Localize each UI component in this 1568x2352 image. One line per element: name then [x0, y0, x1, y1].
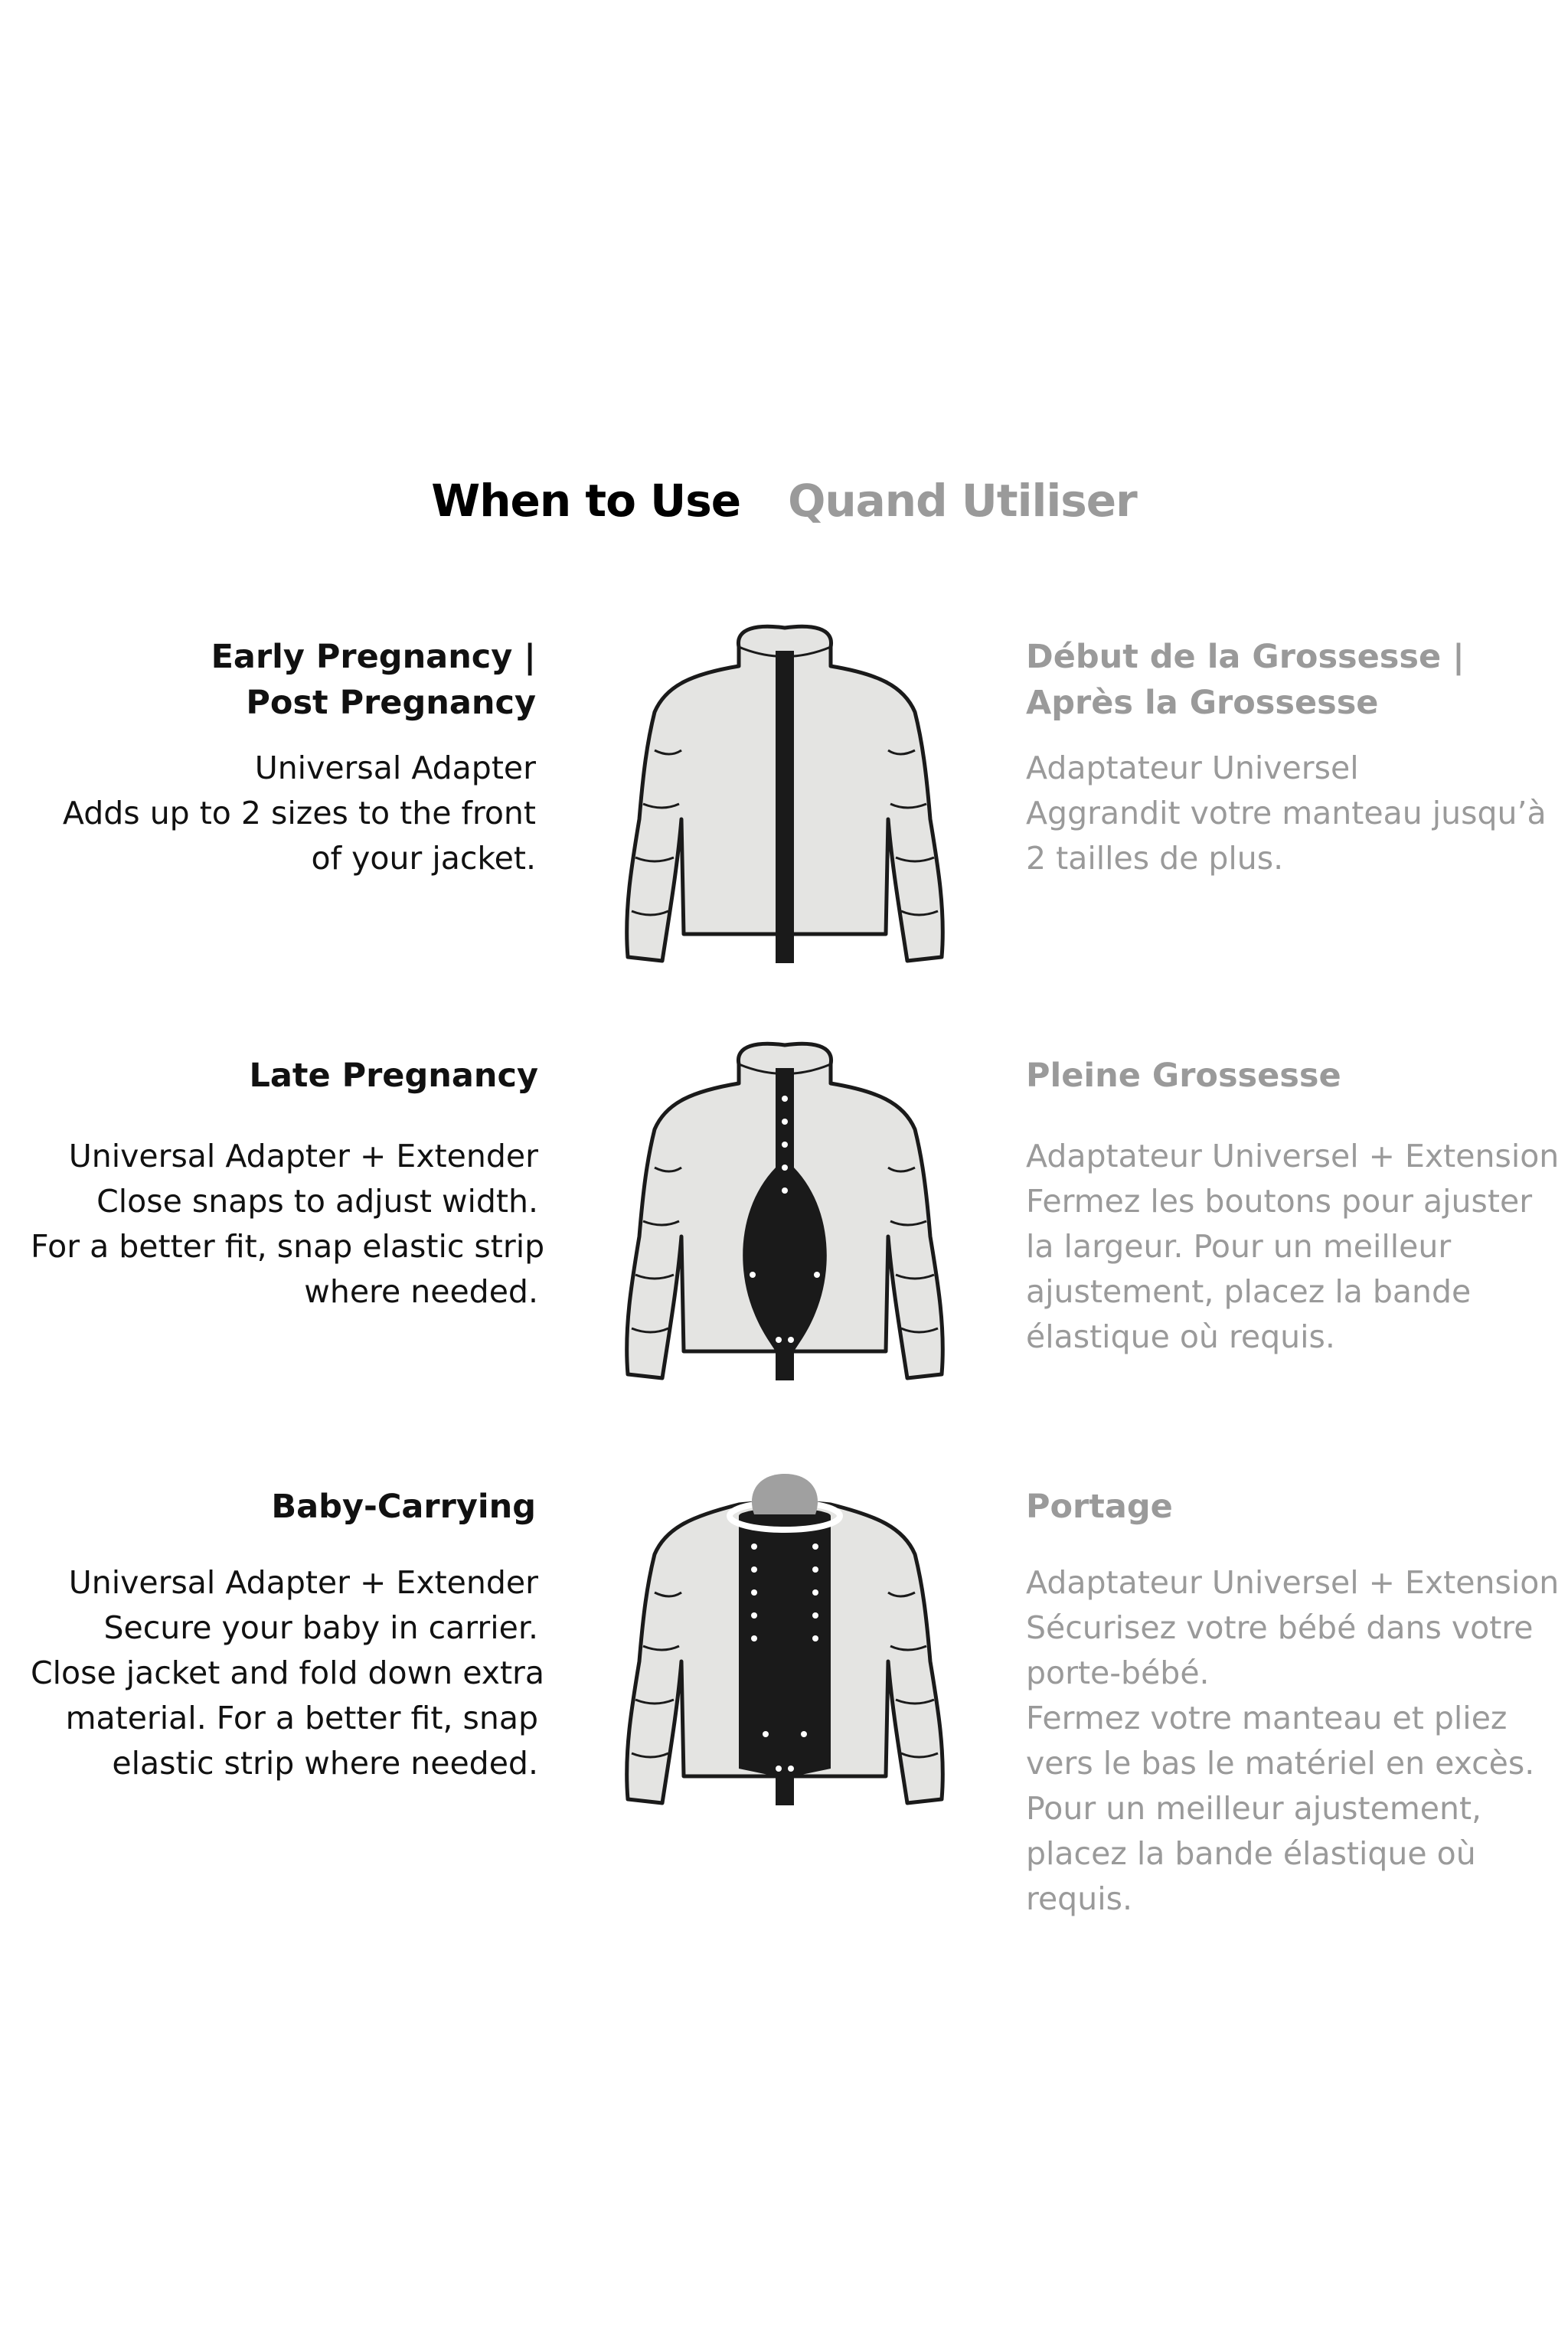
title-english: When to Use [431, 475, 741, 527]
heading-line: Début de la Grossesse | [1026, 638, 1465, 676]
section-heading [1026, 1053, 1547, 1099]
description-line: Universal Adapter [254, 750, 536, 786]
description-line: Universal Adapter + Extender [68, 1564, 538, 1601]
description-line: For a better fit, snap elastic strip [31, 1228, 545, 1265]
section-late-pregnancy-en [31, 1053, 545, 1315]
jacket-extender-icon [601, 1037, 969, 1397]
section-description [31, 746, 536, 881]
description-line: porte-bébé. [1026, 1655, 1210, 1691]
section-baby-carrying-fr [1026, 1484, 1560, 1922]
description-line: Fermez les boutons pour ajuster [1026, 1183, 1533, 1220]
jacket-baby-carrier-icon [601, 1462, 969, 1822]
description-line: where needed. [304, 1273, 538, 1310]
description-line: la largeur. Pour un meilleur [1026, 1228, 1452, 1265]
description-line: élastique où requis. [1026, 1318, 1335, 1355]
heading-line: Post Pregnancy [246, 684, 536, 722]
heading-line: Pleine Grossesse [1026, 1057, 1341, 1095]
description-line: Secure your baby in carrier. [103, 1609, 538, 1646]
jacket-adapter-icon [601, 620, 969, 980]
description-line: Adaptateur Universel + Extension [1026, 1564, 1560, 1601]
description-line: Close snaps to adjust width. [96, 1183, 538, 1220]
description-line: Sécurisez votre bébé dans votre [1026, 1609, 1534, 1646]
description-line: Universal Adapter + Extender [68, 1138, 538, 1174]
section-description [31, 1134, 545, 1315]
section-late-pregnancy-fr [1026, 1053, 1560, 1360]
description-line: of your jacket. [311, 840, 536, 877]
description-line: placez la bande élastique où [1026, 1835, 1476, 1872]
description-line: ajustement, placez la bande [1026, 1273, 1472, 1310]
section-baby-carrying-en [31, 1484, 545, 1786]
heading-line: Portage [1026, 1488, 1173, 1526]
description-line: Close jacket and fold down extra [31, 1655, 545, 1691]
description-line: Adds up to 2 sizes to the front [62, 795, 536, 831]
section-heading [31, 634, 536, 726]
section-description [1026, 746, 1547, 881]
section-heading [1026, 634, 1547, 726]
heading-line: Early Pregnancy | [211, 638, 536, 676]
description-line: Adaptateur Universel + Extension [1026, 1138, 1560, 1174]
section-early-pregnancy-en [31, 634, 536, 881]
description-line: Fermez votre manteau et pliez [1026, 1700, 1508, 1736]
section-heading [31, 1053, 538, 1099]
description-line: Pour un meilleur ajustement, [1026, 1790, 1482, 1827]
section-description [31, 1560, 545, 1786]
heading-line: Baby-Carrying [271, 1488, 536, 1526]
description-line: vers le bas le matériel en excès. [1026, 1745, 1535, 1782]
description-line: requis. [1026, 1880, 1132, 1917]
heading-line: Après la Grossesse [1026, 684, 1379, 722]
description-line: Adaptateur Universel [1026, 750, 1359, 786]
section-heading [31, 1484, 536, 1530]
heading-line: Late Pregnancy [249, 1057, 538, 1095]
description-line: 2 tailles de plus. [1026, 840, 1284, 877]
page-title [0, 475, 1568, 527]
description-line: Aggrandit votre manteau jusqu’à [1026, 795, 1547, 831]
title-french: Quand Utiliser [788, 475, 1137, 527]
section-description [1026, 1560, 1560, 1922]
description-line: elastic strip where needed. [112, 1745, 538, 1782]
section-early-pregnancy-fr [1026, 634, 1547, 881]
section-description [1026, 1134, 1560, 1360]
description-line: material. For a better fit, snap [65, 1700, 538, 1736]
section-heading [1026, 1484, 1547, 1530]
